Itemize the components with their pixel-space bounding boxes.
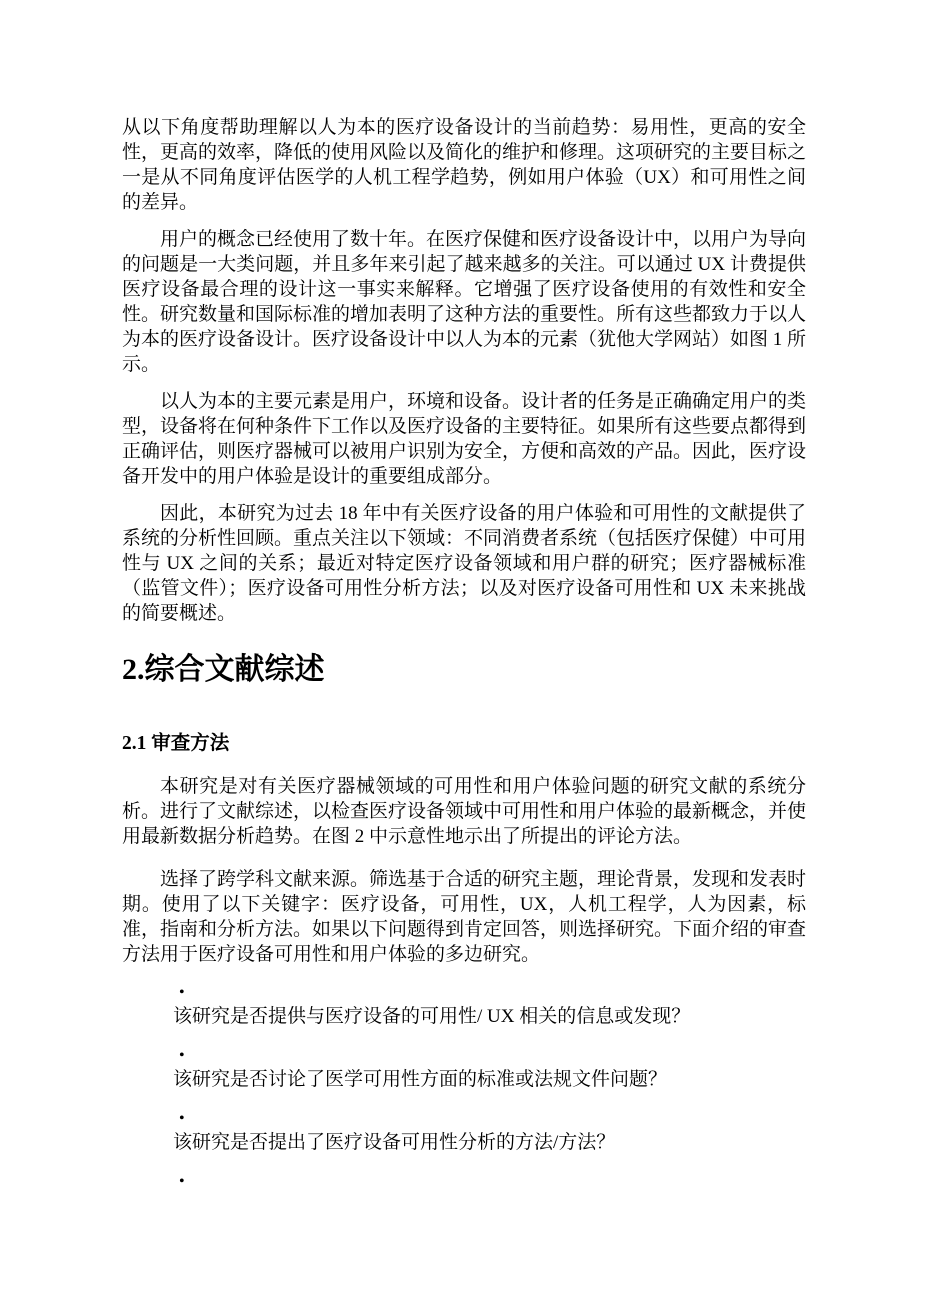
section-heading: 2.综合文献综述 [122,653,325,686]
bullet-item [122,1042,806,1092]
document-body [122,115,806,1231]
paragraph: 因此，本研究为过去 18 年中有关医疗设备的用户体验和可用性的文献提供了系统的分析性回顾。重点关注以下领域：不同消费者系统（包括医疗保健）中可用性与 UX 之间的关系；最近对特定医疗设备领域和用户群的研究；医疗器械标准（监管文件）；医疗设备可用性分析方法；以及对医疗设备可用性和 UX 未来挑战的简要概述。 [122,503,807,624]
paragraph: 本研究是对有关医疗器械领域的可用性和用户体验问题的研究文献的系统分析。进行了文献综述，以检查医疗设备领域中可用性和用户体验的最新概念，并使用最新数据分析趋势。在图 2 中示意性地示出了所提出的评论方法。 [122,776,807,847]
bullet-marker-line [122,979,806,1004]
bullet-marker: • [179,1047,185,1064]
bullet-marker: • [179,984,185,1001]
bullet-question: 该研究是否讨论了医学可用性方面的标准或法规文件问题？ [173,1069,668,1090]
bullet-marker: • [179,1110,185,1127]
bullet-question: 该研究是否提出了医疗设备可用性分析的方法/方法？ [173,1132,616,1153]
subsection-heading: 2.1 审查方法 [122,733,230,754]
bullet-marker-line [122,1042,806,1067]
bullet-marker-line [122,1105,806,1130]
paragraph: 用户的概念已经使用了数十年。在医疗保健和医疗设备设计中，以用户为导向的问题是一大类问题，并且多年来引起了越来越多的关注。可以通过 UX 计费提供医疗设备最合理的设计这一事实来解释。它增强了医疗设备使用的有效性和安全性。研究数量和国际标准的增加表明了这种方法的重要性。所有这些都致力于以人为本的医疗设备设计。医疗设备设计中以人为本的元素（犹他大学网站）如图 1 所示。 [122,229,807,375]
paragraph-continued: 从以下角度帮助理解以人为本的医疗设备设计的当前趋势：易用性，更高的安全性，更高的效率，降低的使用风险以及简化的维护和修理。这项研究的主要目标之一是从不同角度评估医学的人机工程学趋势，例如用户体验（UX）和可用性之间的差异。 [122,117,807,213]
paragraph: 选择了跨学科文献来源。筛选基于合适的研究主题，理论背景，发现和发表时期。使用了以下关键字：医疗设备，可用性，UX，人机工程学，人为因素，标准，指南和分析方法。如果以下问题得到肯定回答，则选择研究。下面介绍的审查方法用于医疗设备可用性和用户体验的多边研究。 [122,869,807,965]
bullet-item [122,1105,806,1155]
bullet-item [122,1168,806,1218]
bullet-item [122,979,806,1029]
bullet-list [122,979,806,1218]
bullet-question [122,1193,806,1218]
bullet-question: 该研究是否提供与医疗设备的可用性/ UX 相关的信息或发现？ [173,1006,691,1027]
bullet-marker-line [122,1168,806,1193]
bullet-marker: • [179,1173,185,1190]
paragraph: 以人为本的主要元素是用户，环境和设备。设计者的任务是正确确定用户的类型，设备将在何种条件下工作以及医疗设备的主要特征。如果所有这些要点都得到正确评估，则医疗器械可以被用户识别为安全，方便和高效的产品。因此，医疗设备开发中的用户体验是设计的重要组成部分。 [122,391,807,487]
